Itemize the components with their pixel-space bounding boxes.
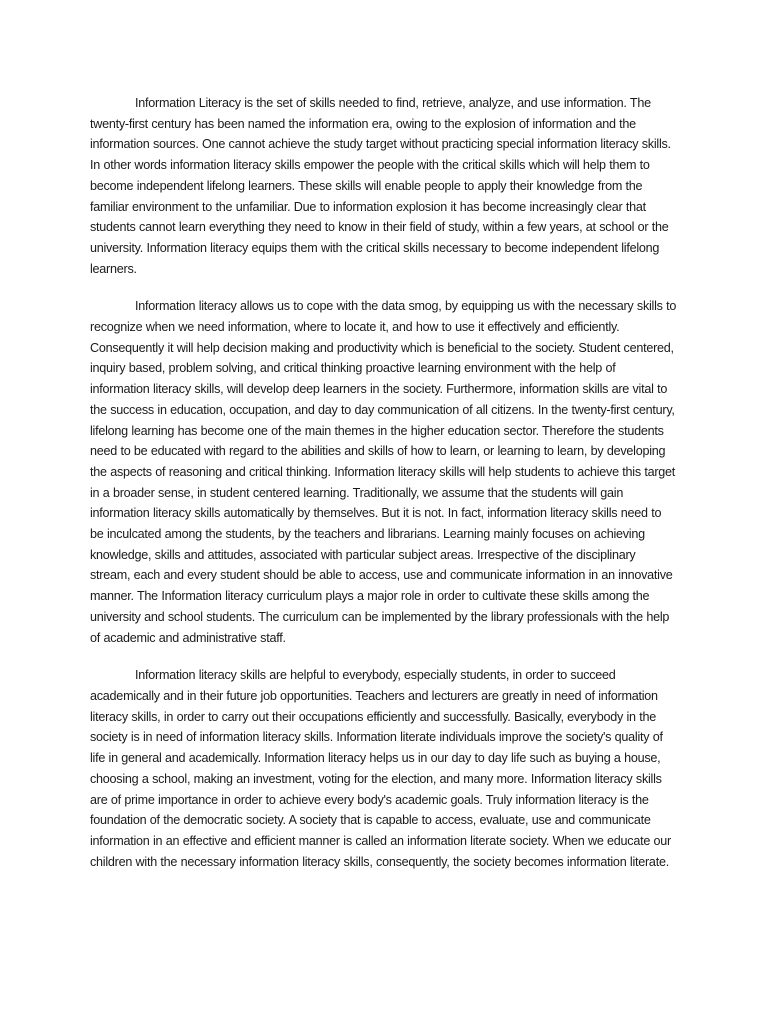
paragraph-2: Information literacy allows us to cope with the data smog, by equipping us with the necessary skills to recognize when we need information, where to locate it, and how to use it effectively and efficiently. Consequently it will help decision making and productivity which is beneficial to the society. Student centered, inquiry based, problem solving, and critical thinking proactive learning environment with the help of information literacy skills, will develop deep learners in the society. Furthermore, information skills are vital to the success in education, occupation, and day to day communication of all citizens. In the twenty-first century, lifelong learning has become one of the main themes in the higher education sector. Therefore the students need to be educated with regard to the abilities and skills of how to learn, or learning to learn, by developing the aspects of reasoning and critical thinking. Information literacy skills will help students to achieve this target in a broader sense, in student centered learning. Traditionally, we assume that the students will gain information literacy skills automatically by themselves. But it is not. In fact, information literacy skills need to be inculcated among the students, by the teachers and librarians. Learning mainly focuses on achieving knowledge, skills and attitudes, associated with particular subject areas. Irrespective of the disciplinary stream, each and every student should be able to access, use and communicate information in an innovative manner. The Information literacy curriculum plays a major role in order to cultivate these skills among the university and school students. The curriculum can be implemented by the library professionals with the help of academic and administrative staff. (90, 299, 677, 645)
paragraph-3: Information literacy skills are helpful to everybody, especially students, in order to succeed academically and in their future job opportunities. Teachers and lecturers are greatly in need of information literacy skills, in order to carry out their occupations efficiently and successfully. Basically, everybody in the society is in need of information literacy skills. Information literate individuals improve the society's quality of life in general and academically. Information literacy helps us in our day to day life such as buying a house, choosing a school, making an investment, voting for the election, and many more. Information literacy skills are of prime importance in order to achieve every body's academic goals. Truly information literacy is the foundation of the democratic society. A society that is capable to access, evaluate, use and communicate information in an effective and efficient manner is called an information literate society. When we educate our children with the necessary information literacy skills, consequently, the society becomes information literate. (90, 668, 671, 869)
paragraph-1: Information Literacy is the set of skills needed to find, retrieve, analyze, and use information. The twenty-first century has been named the information era, owing to the explosion of information and the information sources. One cannot achieve the study target without practicing special information literacy skills. In other words information literacy skills empower the people with the critical skills which will help them to become independent lifelong learners. These skills will enable people to apply their knowledge from the familiar environment to the unfamiliar. Due to information explosion it has become increasingly clear that students cannot learn everything they need to know in their field of study, within a few years, at school or the university. Information literacy equips them with the critical skills necessary to become independent lifelong learners. (90, 96, 671, 276)
